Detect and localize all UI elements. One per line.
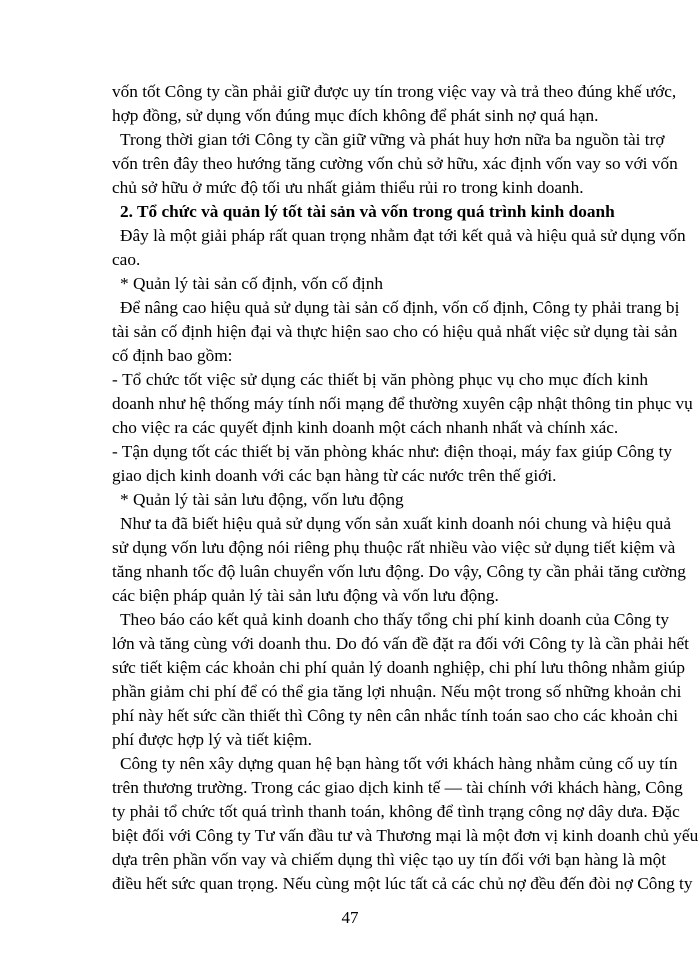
text-line: trên thương trường. Trong các giao dịch kinh tế — tài chính với khách hàng, Công (112, 778, 683, 797)
text-line: phí được hợp lý và tiết kiệm. (112, 730, 312, 749)
text-line: điều hết sức quan trọng. Nếu cùng một lúc tất cả các chủ nợ đều đến đòi nợ Công ty (112, 874, 693, 893)
text-line: chủ sở hữu ở mức độ tối ưu nhất giảm thiểu rủi ro trong kinh doanh. (112, 178, 584, 197)
text-line: Theo báo cáo kết quả kinh doanh cho thấy tổng chi phí kinh doanh của Công ty (120, 610, 670, 629)
text-line: phí này hết sức cần thiết thì Công ty nên cân nhắc tính toán sao cho các khoản chi (112, 706, 679, 725)
text-line: giao dịch kinh doanh với các bạn hàng từ các nước trên thế giới. (112, 466, 557, 485)
subheading: * Quản lý tài sản cố định, vốn cố định (120, 274, 384, 293)
text-line: cho việc ra các quyết định kinh doanh một cách nhanh nhất và chính xác. (112, 418, 619, 437)
text-line: dựa trên phần vốn vay và chiếm dụng thì việc tạo uy tín đối với bạn hàng là một (112, 850, 667, 869)
section-heading: 2. Tổ chức và quản lý tốt tài sản và vốn trong quá trình kinh doanh (120, 202, 615, 221)
text-line: Đây là một giải pháp rất quan trọng nhằm đạt tới kết quả và hiệu quả sử dụng vốn (120, 226, 686, 245)
text-line: Trong thời gian tới Công ty cần giữ vững và phát huy hơn nữa ba nguồn tài trợ (120, 130, 665, 149)
page-number: 47 (341, 908, 359, 927)
text-line: ty phải tổ chức tốt quá trình thanh toán, không để tình trạng công nợ dây dưa. Đặc (112, 802, 680, 821)
text-line: Để nâng cao hiệu quả sử dụng tài sản cố định, vốn cố định, Công ty phải trang bị (120, 298, 680, 317)
text-line: tăng nhanh tốc độ luân chuyển vốn lưu động. Do vậy, Công ty cần phải tăng cường (112, 562, 686, 581)
text-line: sức tiết kiệm các khoản chi phí quản lý doanh nghiệp, chi phí lưu thông nhằm giúp (112, 658, 686, 677)
text-line: tài sản cố định hiện đại và thực hiện sao cho có hiệu quả nhất việc sử dụng tài sản (112, 322, 678, 341)
text-line: vốn tốt Công ty cần phải giữ được uy tín trong việc vay và trả theo đúng khế ước, (112, 82, 677, 101)
text-line: lớn và tăng cùng với doanh thu. Do đó vấn đề đặt ra đối với Công ty là cần phải hết (112, 634, 689, 653)
text-line: Như ta đã biết hiệu quả sử dụng vốn sản xuất kinh doanh nói chung và hiệu quả (120, 514, 671, 533)
text-line: hợp đồng, sử dụng vốn đúng mục đích không để phát sinh nợ quá hạn. (112, 106, 599, 125)
text-line: vốn trên đây theo hướng tăng cường vốn chủ sở hữu, xác định vốn vay so với vốn (112, 154, 678, 173)
text-line: - Tận dụng tốt các thiết bị văn phòng khác như: điện thoại, máy fax giúp Công ty (112, 442, 673, 461)
text-line: biệt đối với Công ty Tư vấn đầu tư và Thương mại là một đơn vị kinh doanh chủ yếu (112, 826, 699, 845)
text-line: các biện pháp quản lý tài sản lưu động và vốn lưu động. (112, 586, 499, 605)
text-line: Công ty nên xây dựng quan hệ bạn hàng tốt với khách hàng nhằm củng cố uy tín (120, 754, 678, 773)
text-line: cố định bao gồm: (112, 346, 233, 365)
text-line: sử dụng vốn lưu động nói riêng phụ thuộc rất nhiều vào việc sử dụng tiết kiệm và (112, 538, 676, 557)
text-line: doanh như hệ thống máy tính nối mạng để thường xuyên cập nhật thông tin phục vụ (112, 394, 693, 413)
text-line: - Tổ chức tốt việc sử dụng các thiết bị văn phòng phục vụ cho mục đích kinh (112, 370, 648, 389)
text-line: cao. (112, 250, 141, 269)
subheading: * Quản lý tài sản lưu động, vốn lưu động (120, 490, 404, 509)
text-line: phần giảm chi phí để có thể gia tăng lợi nhuận. Nếu một trong số những khoản chi (112, 682, 682, 701)
